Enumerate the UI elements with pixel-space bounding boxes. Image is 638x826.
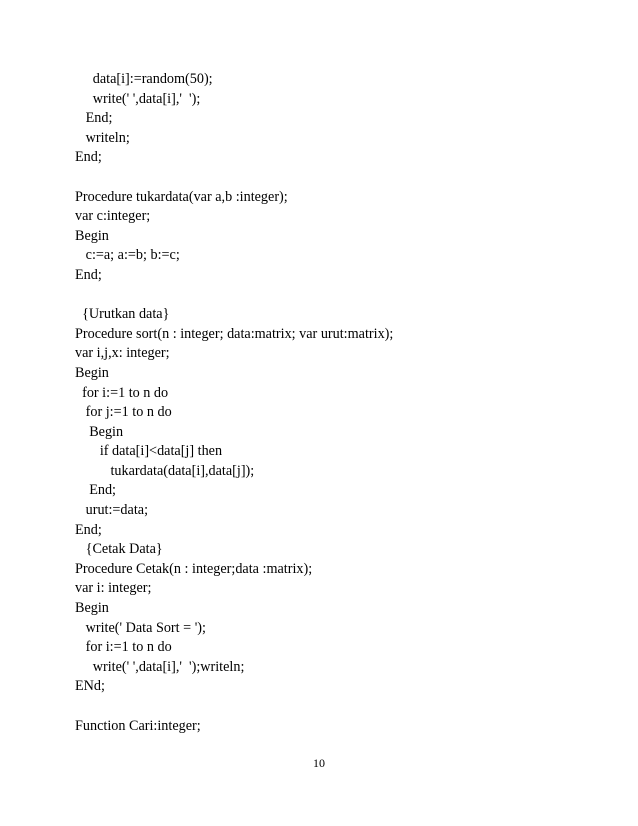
code-line: Procedure Cetak(n : integer;data :matrix); xyxy=(75,560,313,577)
code-listing xyxy=(75,70,595,736)
code-line: if data[i]<data[j] then xyxy=(75,443,223,460)
code-line: writeln; xyxy=(75,129,130,146)
code-line: End; xyxy=(75,149,102,166)
code-line: Begin xyxy=(75,423,124,440)
code-line: data[i]:=random(50); xyxy=(75,71,213,87)
code-line: Begin xyxy=(75,364,109,381)
code-line xyxy=(75,697,595,717)
code-line: End; xyxy=(75,482,116,499)
code-line: var c:integer; xyxy=(75,208,151,225)
code-line: write(' Data Sort = '); xyxy=(75,619,206,636)
code-line: write(' ',data[i],' ');writeln; xyxy=(75,658,245,675)
code-line: var i: integer; xyxy=(75,580,152,597)
code-line: End; xyxy=(75,266,102,283)
code-line: tukardata(data[i],data[j]); xyxy=(75,462,255,479)
code-line: End; xyxy=(75,521,102,538)
code-line: ENd; xyxy=(75,678,105,695)
code-line: Begin xyxy=(75,227,109,244)
code-line: Procedure sort(n : integer; data:matrix; var urut:matrix); xyxy=(75,325,394,342)
code-line xyxy=(75,168,595,188)
code-line: for i:=1 to n do xyxy=(75,384,169,401)
code-line: write(' ',data[i],' '); xyxy=(75,90,201,107)
code-line: {Urutkan data} xyxy=(75,306,170,323)
code-line: Function Cari:integer; xyxy=(75,717,201,734)
code-line: End; xyxy=(75,110,113,127)
code-line: c:=a; a:=b; b:=c; xyxy=(75,247,180,264)
page-number: 10 xyxy=(313,756,325,770)
code-line xyxy=(75,286,595,306)
code-line: for j:=1 to n do xyxy=(75,404,172,421)
code-line: Begin xyxy=(75,600,109,617)
code-line: urut:=data; xyxy=(75,502,149,519)
code-line: for i:=1 to n do xyxy=(75,639,172,656)
code-line: Procedure tukardata(var a,b :integer); xyxy=(75,188,288,205)
code-line: var i,j,x: integer; xyxy=(75,345,170,362)
code-line: {Cetak Data} xyxy=(75,541,163,558)
